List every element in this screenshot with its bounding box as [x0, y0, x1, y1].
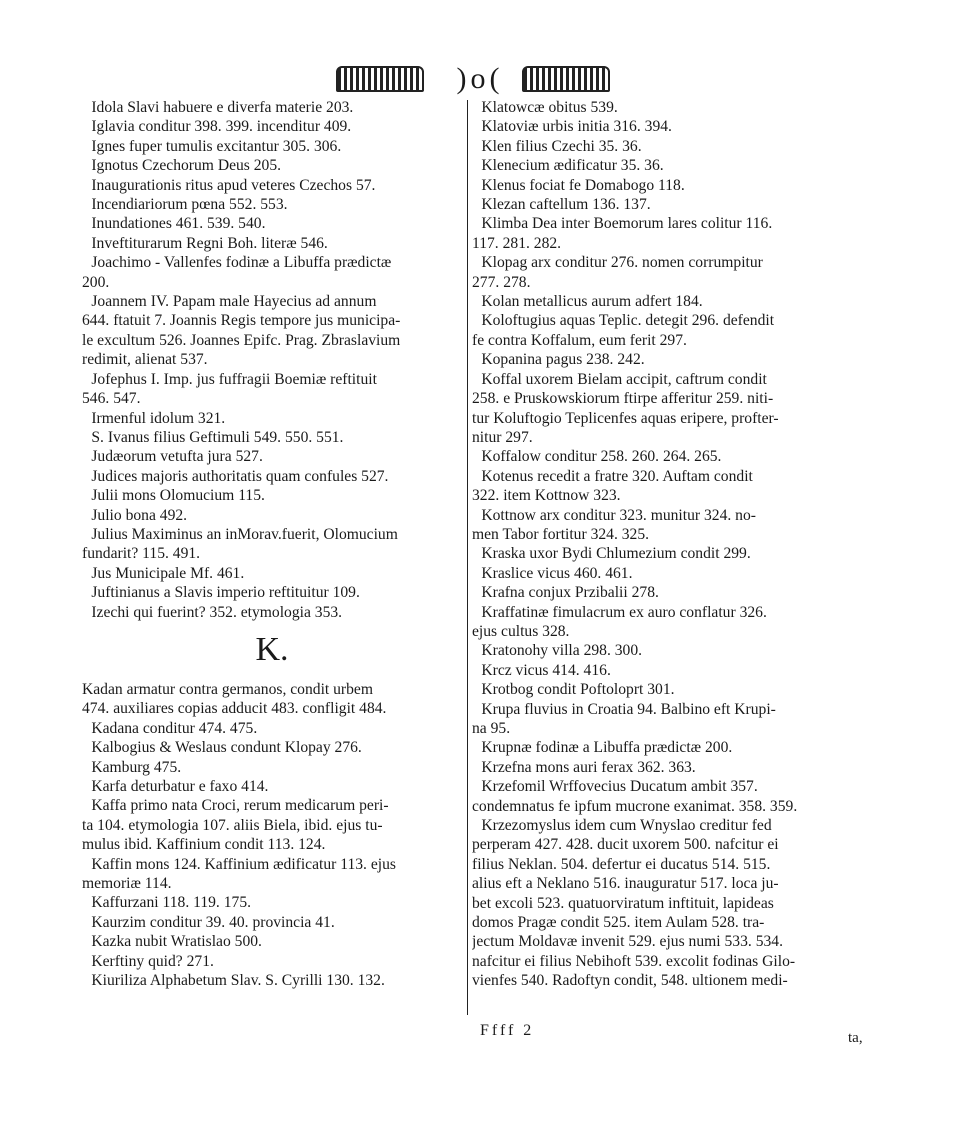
index-line: Juftinianus a Slavis imperio reftituitur 109.	[91, 584, 360, 602]
index-line: Ignotus Czechorum Deus 205.	[91, 157, 282, 175]
index-line: fe contra Koffalum, eum ferit 297.	[472, 331, 687, 349]
index-line: Kotenus recedit a fratre 320. Auftam condit	[481, 467, 753, 485]
index-line: Kraslice vicus 460. 461.	[481, 564, 633, 582]
index-line: Julii mons Olomucium 115.	[91, 487, 265, 505]
index-line: Koffal uxorem Bielam accipit, caftrum condit	[481, 370, 767, 388]
index-line: alius eft a Neklano 516. inauguratur 517. loca ju-	[472, 875, 779, 893]
index-line: 546. 547.	[82, 390, 141, 408]
index-line: ta 104. etymologia 107. aliis Biela, ibid. ejus tu-	[82, 816, 383, 834]
right-column	[472, 98, 874, 991]
index-line: Incendiariorum pœna 552. 553.	[91, 196, 288, 214]
index-line: Kratonohy villa 298. 300.	[481, 642, 643, 660]
header-mark: )o(	[456, 62, 504, 95]
index-line: Joachimo - Vallenfes fodinæ a Libuffa prædictæ	[91, 254, 392, 272]
index-line: Krotbog condit Poftoloprt 301.	[481, 681, 675, 699]
index-line: Kottnow arx conditur 323. munitur 324. no-	[481, 506, 756, 524]
index-line: 644. ftatuit 7. Joannis Regis tempore jus municipa-	[82, 312, 401, 330]
index-line: perperam 427. 428. ducit uxorem 500. nafcitur ei	[472, 836, 779, 854]
index-line: memoriæ 114.	[82, 875, 172, 893]
index-line: Joannem IV. Papam male Hayecius ad annum	[91, 293, 377, 311]
index-line: Krzezomyslus idem cum Wnyslao creditur fed	[481, 817, 772, 835]
index-line: 117. 281. 282.	[472, 234, 562, 252]
index-line: nafcitur ei filius Nebihoft 539. excolit fodinas Gilo-	[472, 952, 796, 970]
index-line: Judices majoris authoritatis quam confules 527.	[91, 467, 389, 485]
index-line: men Tabor fortitur 324. 325.	[472, 525, 650, 543]
index-line: Klatoviæ urbis initia 316. 394.	[481, 118, 672, 136]
index-line: Ignes fuper tumulis excitantur 305. 306.	[91, 137, 342, 155]
index-line: Kerftiny quid? 271.	[91, 952, 214, 970]
index-line: Klenus fociat fe Domabogo 118.	[481, 176, 685, 194]
index-line: fundarit? 115. 491.	[82, 545, 201, 563]
index-line: Inaugurationis ritus apud veteres Czechos 57.	[91, 176, 376, 194]
index-line: Kaffurzani 118. 119. 175.	[91, 894, 252, 912]
index-line: Kopanina pagus 238. 242.	[481, 351, 645, 369]
index-line: Kamburg 475.	[91, 758, 182, 776]
index-line: 474. auxiliares copias adducit 483. confligit 484.	[82, 700, 387, 718]
index-line: Kaurzim conditur 39. 40. provincia 41.	[91, 913, 335, 931]
index-line: Koffalow conditur 258. 260. 264. 265.	[481, 448, 722, 466]
index-line: Klopag arx conditur 276. nomen corrumpitur	[481, 254, 763, 272]
index-line: Iglavia conditur 398. 399. incenditur 409.	[91, 118, 352, 136]
index-line: Krcz vicus 414. 416.	[481, 661, 611, 679]
column-divider	[467, 100, 468, 1015]
index-line: Irmenful idolum 321.	[91, 409, 226, 427]
index-line: Klimba Dea inter Boemorum lares colitur 116.	[481, 215, 773, 233]
index-line: Judæorum vetufta jura 527.	[91, 448, 263, 466]
index-line: Julio bona 492.	[91, 506, 188, 524]
left-entries-top	[82, 98, 462, 622]
index-line: Klatowcæ obitus 539.	[481, 99, 618, 116]
page-header	[0, 64, 960, 98]
index-line: Krzefomil Wrffovecius Ducatum ambit 357.	[481, 778, 758, 796]
index-line: Kadan armatur contra germanos, condit urbem	[82, 680, 373, 698]
index-line: ejus cultus 328.	[472, 622, 570, 640]
index-line: Krupnæ fodinæ a Libuffa prædictæ 200.	[481, 739, 733, 757]
index-line: Kiuriliza Alphabetum Slav. S. Cyrilli 130. 132.	[91, 972, 385, 990]
ornament-left-icon	[336, 66, 424, 92]
index-line: Koloftugius aquas Teplic. detegit 296. defendit	[481, 312, 775, 330]
index-line: Klen filius Czechi 35. 36.	[481, 137, 642, 155]
index-line: redimit, alienat 537.	[82, 351, 208, 369]
index-line: domos Pragæ condit 525. item Aulam 528. tra-	[472, 914, 765, 932]
index-line: filius Neklan. 504. defertur ei ducatus 514. 515.	[472, 855, 771, 873]
index-line: jectum Moldavæ invenit 529. ejus numi 533. 534.	[472, 933, 783, 951]
index-line: Kaffin mons 124. Kaffinium ædificatur 113. ejus	[91, 855, 396, 873]
index-line: Jus Municipale Mf. 461.	[91, 564, 245, 582]
index-line: Klenecium ædificatur 35. 36.	[481, 157, 664, 175]
index-line: Krzefna mons auri ferax 362. 363.	[481, 758, 696, 776]
index-line: S. Ivanus filius Geftimuli 549. 550. 551.	[91, 428, 344, 446]
left-column	[82, 98, 462, 990]
index-line: nitur 297.	[472, 428, 533, 446]
index-line: mulus ibid. Kaffinium condit 113. 124.	[82, 836, 326, 854]
index-line: tur Koluftogio Teplicenfes aquas eripere, profter-	[472, 409, 779, 427]
right-entries	[472, 98, 874, 991]
index-line: Kraffatinæ fimulacrum ex auro conflatur 326.	[481, 603, 767, 621]
index-line: Izechi qui fuerint? 352. etymologia 353.	[91, 603, 343, 621]
index-line: vienfes 540. Radoftyn condit, 548. ultionem medi-	[472, 972, 788, 990]
signature-mark: Ffff 2	[480, 1022, 535, 1039]
index-line: condemnatus fe ipfum mucrone exanimat. 358. 359.	[472, 797, 798, 815]
index-line: bet excoli 523. quatuorviratum inftituit, lapideas	[472, 894, 774, 912]
index-line: Kraska uxor Bydi Chlumezium condit 299.	[481, 545, 751, 563]
index-line: Kazka nubit Wratislao 500.	[91, 933, 262, 951]
index-line: Kadana conditur 474. 475.	[91, 719, 258, 737]
index-line: Karfa deturbatur e faxo 414.	[91, 778, 269, 795]
index-line: Idola Slavi habuere e diverfa materie 203.	[91, 99, 354, 116]
index-line: na 95.	[472, 720, 511, 737]
index-line: 322. item Kottnow 323.	[472, 487, 621, 505]
index-line: le excultum 526. Joannes Epifc. Prag. Zbraslavium	[82, 331, 401, 349]
index-line: Krupa fluvius in Croatia 94. Balbino eft Krupi-	[481, 700, 776, 718]
section-letter: K.	[255, 630, 289, 668]
index-line: Klezan caftellum 136. 137.	[481, 196, 651, 214]
index-line: 258. e Pruskowskiorum ftirpe afferitur 259. niti-	[472, 390, 774, 408]
index-line: 277. 278.	[472, 273, 531, 291]
index-line: Jofephus I. Imp. jus fuffragii Boemiæ reftituit	[91, 370, 377, 388]
index-line: Inundationes 461. 539. 540.	[91, 215, 266, 233]
ornament-right-icon	[522, 66, 610, 92]
left-entries-bottom	[82, 680, 462, 991]
index-line: Krafna conjux Przibalii 278.	[481, 584, 659, 602]
index-line: Kalbogius & Weslaus condunt Klopay 276.	[91, 739, 362, 757]
index-line: Kaffa primo nata Croci, rerum medicarum peri-	[91, 797, 389, 815]
index-line: Inveftiturarum Regni Boh. literæ 546.	[91, 234, 328, 252]
index-line: Julius Maximinus an inMorav.fuerit, Olomucium	[91, 525, 398, 543]
index-line: Kolan metallicus aurum adfert 184.	[481, 293, 703, 311]
index-line: 200.	[82, 273, 110, 291]
catchword: ta,	[848, 1030, 863, 1046]
